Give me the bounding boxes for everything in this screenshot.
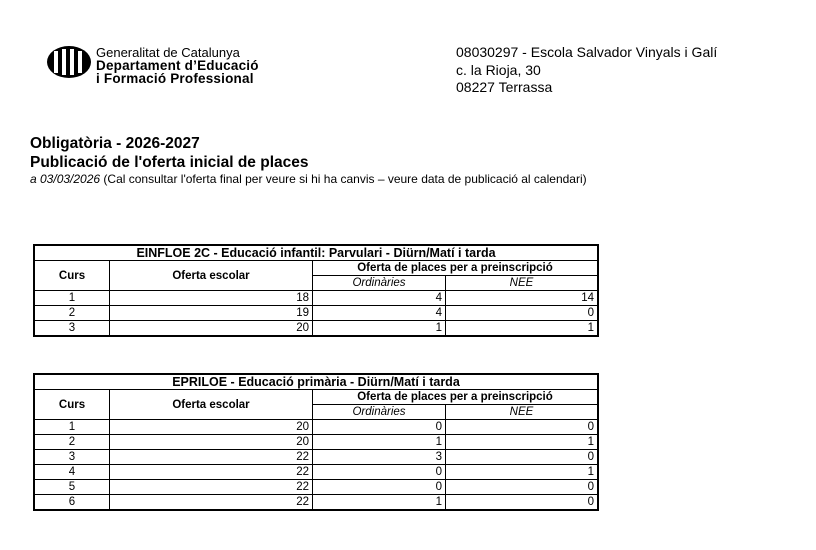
table-row bbox=[34, 306, 598, 321]
cell-ordinaries: 4 bbox=[313, 291, 446, 306]
col-places: Oferta de places per a preinscripció bbox=[313, 261, 599, 276]
table-row bbox=[34, 495, 598, 511]
cell-curs: 4 bbox=[34, 465, 110, 480]
cell-oferta: 22 bbox=[110, 450, 313, 465]
cell-curs: 6 bbox=[34, 495, 110, 511]
cell-nee: 1 bbox=[446, 465, 599, 480]
cell-oferta: 22 bbox=[110, 480, 313, 495]
publication-note bbox=[30, 172, 587, 187]
offer-table-infantil bbox=[33, 244, 599, 337]
table-row bbox=[34, 420, 598, 435]
generalitat-logo-icon bbox=[46, 45, 92, 79]
cell-nee: 1 bbox=[446, 321, 599, 337]
col-nee: NEE bbox=[446, 276, 599, 291]
table-title: EPRILOE - Educació primària - Diürn/Matí i tarda bbox=[34, 374, 598, 390]
school-city: 08227 Terrassa bbox=[456, 79, 553, 95]
cell-ordinaries: 0 bbox=[313, 465, 446, 480]
cell-nee: 0 bbox=[446, 495, 599, 511]
cell-nee: 0 bbox=[446, 480, 599, 495]
cell-ordinaries: 0 bbox=[313, 480, 446, 495]
cell-oferta: 22 bbox=[110, 495, 313, 511]
publication-date: a 03/03/2026 bbox=[30, 172, 101, 186]
cell-ordinaries: 1 bbox=[313, 435, 446, 450]
dept-line-1: Departament d’Educació bbox=[96, 58, 259, 73]
cell-nee: 1 bbox=[446, 435, 599, 450]
level-title: Obligatòria - 2026-2027 bbox=[30, 135, 200, 152]
cell-curs: 1 bbox=[34, 420, 110, 435]
cell-oferta: 19 bbox=[110, 306, 313, 321]
dept-line-2: i Formació Professional bbox=[96, 71, 254, 86]
table-row bbox=[34, 480, 598, 495]
table-row bbox=[34, 465, 598, 480]
cell-oferta: 20 bbox=[110, 321, 313, 337]
org-name: Generalitat de Catalunya bbox=[96, 45, 240, 60]
offer-table-primaria bbox=[33, 373, 599, 511]
school-street: c. la Rioja, 30 bbox=[456, 61, 541, 78]
cell-curs: 2 bbox=[34, 435, 110, 450]
cell-curs: 3 bbox=[34, 321, 110, 337]
cell-oferta: 20 bbox=[110, 435, 313, 450]
publication-title: Publicació de l'oferta inicial de places bbox=[30, 154, 309, 171]
col-oferta: Oferta escolar bbox=[110, 261, 313, 291]
title-block bbox=[30, 134, 587, 187]
cell-curs: 1 bbox=[34, 291, 110, 306]
table-row bbox=[34, 435, 598, 450]
department-block bbox=[96, 46, 259, 85]
table-row bbox=[34, 450, 598, 465]
cell-ordinaries: 1 bbox=[313, 321, 446, 337]
cell-nee: 0 bbox=[446, 450, 599, 465]
col-curs: Curs bbox=[34, 261, 110, 291]
cell-nee: 0 bbox=[446, 420, 599, 435]
school-address bbox=[456, 44, 717, 97]
col-oferta: Oferta escolar bbox=[110, 390, 313, 420]
cell-oferta: 18 bbox=[110, 291, 313, 306]
cell-nee: 0 bbox=[446, 306, 599, 321]
table-row bbox=[34, 291, 598, 306]
table-row bbox=[34, 321, 598, 337]
cell-ordinaries: 0 bbox=[313, 420, 446, 435]
cell-ordinaries: 3 bbox=[313, 450, 446, 465]
cell-ordinaries: 1 bbox=[313, 495, 446, 511]
col-places: Oferta de places per a preinscripció bbox=[313, 390, 599, 405]
col-ordinaries: Ordinàries bbox=[313, 276, 446, 291]
cell-curs: 3 bbox=[34, 450, 110, 465]
cell-ordinaries: 4 bbox=[313, 306, 446, 321]
cell-curs: 5 bbox=[34, 480, 110, 495]
table-title: EINFLOE 2C - Educació infantil: Parvulari - Diürn/Matí i tarda bbox=[34, 245, 598, 261]
cell-curs: 2 bbox=[34, 306, 110, 321]
col-nee: NEE bbox=[446, 405, 599, 420]
note-text: (Cal consultar l'oferta final per veure si hi ha canvis – veure data de publicació al calendari) bbox=[100, 172, 587, 186]
col-ordinaries: Ordinàries bbox=[313, 405, 446, 420]
cell-oferta: 20 bbox=[110, 420, 313, 435]
cell-oferta: 22 bbox=[110, 465, 313, 480]
school-name: 08030297 - Escola Salvador Vinyals i Galí bbox=[456, 44, 718, 60]
col-curs: Curs bbox=[34, 390, 110, 420]
cell-nee: 14 bbox=[446, 291, 599, 306]
